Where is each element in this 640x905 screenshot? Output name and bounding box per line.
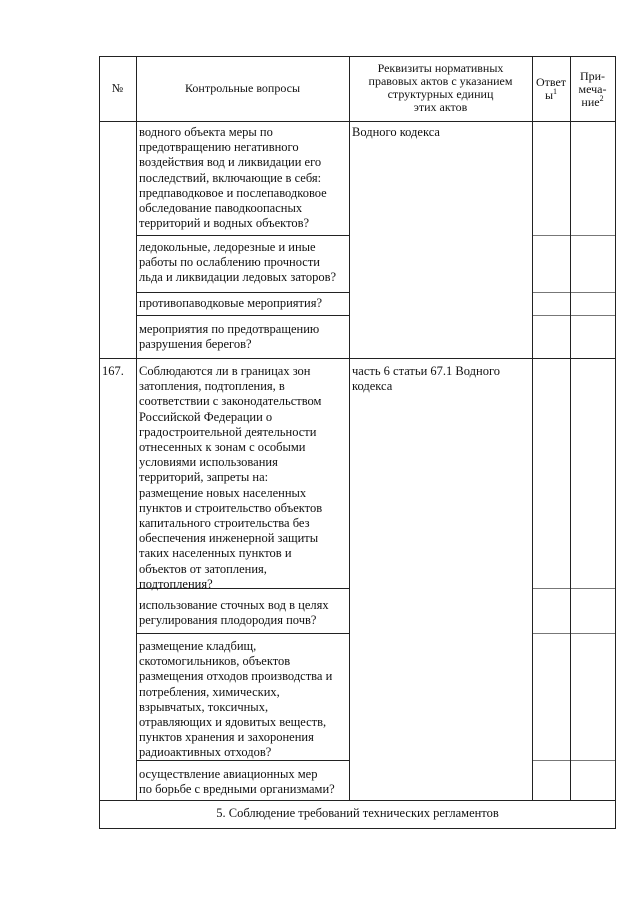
header-notes <box>570 70 615 109</box>
header-notes-line: меча- <box>578 82 607 96</box>
rule-header-bottom <box>99 121 616 122</box>
question-text: осуществление авиационных мер по борьбе с вредными организмами? <box>139 767 335 797</box>
rule <box>136 292 349 293</box>
header-answers-text: ы <box>544 88 554 102</box>
requisite-text: Водного кодекса <box>352 125 440 139</box>
rule-section-top <box>99 800 616 801</box>
header-number: № <box>111 81 124 95</box>
section-heading: 5. Соблюдение требований технических регламентов <box>216 806 499 820</box>
rule <box>136 315 349 316</box>
rule-row-167 <box>99 358 616 359</box>
header-requisites-line: структурных единиц <box>387 87 494 101</box>
header-notes-text: ние <box>581 95 600 109</box>
header-requisites-line: этих актов <box>413 100 468 114</box>
col-line <box>99 56 100 828</box>
footnote-mark: 2 <box>599 94 604 103</box>
col-line <box>136 56 137 800</box>
question-text: ледокольные, ледорезные и иные работы по ослаблению прочности льда и ликвидации ледовых заторов? <box>139 240 337 285</box>
rule-top <box>99 56 616 57</box>
rule-bottom <box>99 828 616 829</box>
rule <box>532 315 616 316</box>
question-text: Соблюдаются ли в границах зон затопления, подтопления, в соответствии с законодательством Российской Федерации о градостроительной деятельности отнесенных к зонам с особыми условиями использования территорий, запреты на: размещение новых населенных пунктов и строительство объектов капитального строительства без обеспечения инженерной защиты таких населенных пунктов и объектов от затопления, подтопления? <box>139 364 323 591</box>
header-requisites-line: правовых актов с указанием <box>368 74 513 88</box>
rule <box>532 588 616 589</box>
header-answers <box>532 76 570 102</box>
header-notes-line <box>570 96 615 109</box>
header-answers-line <box>532 89 570 102</box>
header-notes-line: При- <box>579 69 606 83</box>
col-line <box>570 56 571 800</box>
question-text: водного объекта меры по предотвращению негативного воздействия вод и ликвидации его последствий, включающие в себя: предпаводковое и послепаводковое обследование паводкоопасных территорий и водных объектов? <box>139 125 327 231</box>
header-requisites-line: Реквизиты нормативных <box>377 61 504 75</box>
row-number: 167. <box>102 364 124 378</box>
header-requisites <box>349 62 532 114</box>
question-text: мероприятия по предотвращению разрушения берегов? <box>139 322 320 352</box>
col-line <box>615 56 616 828</box>
rule <box>532 633 616 634</box>
header-questions: Контрольные вопросы <box>184 81 301 95</box>
requisite-text: часть 6 статьи 67.1 Водного кодекса <box>352 364 501 394</box>
question-text: использование сточных вод в целях регулирования плодородия почв? <box>139 598 329 628</box>
header-answers-line: Ответ <box>535 75 567 89</box>
rule <box>136 235 349 236</box>
rule <box>136 633 349 634</box>
rule <box>532 235 616 236</box>
question-text: противопаводковые мероприятия? <box>139 296 322 310</box>
rule <box>532 292 616 293</box>
question-text: размещение кладбищ, скотомогильников, объектов размещения отходов производства и потребления, химических, взрывчатых, токсичных, отравляющих и ядовитых веществ, пунктов хранения и захоронения радиоактивных отходов? <box>139 639 333 760</box>
rule <box>532 760 616 761</box>
col-line <box>532 56 533 800</box>
footnote-mark: 1 <box>553 87 558 96</box>
